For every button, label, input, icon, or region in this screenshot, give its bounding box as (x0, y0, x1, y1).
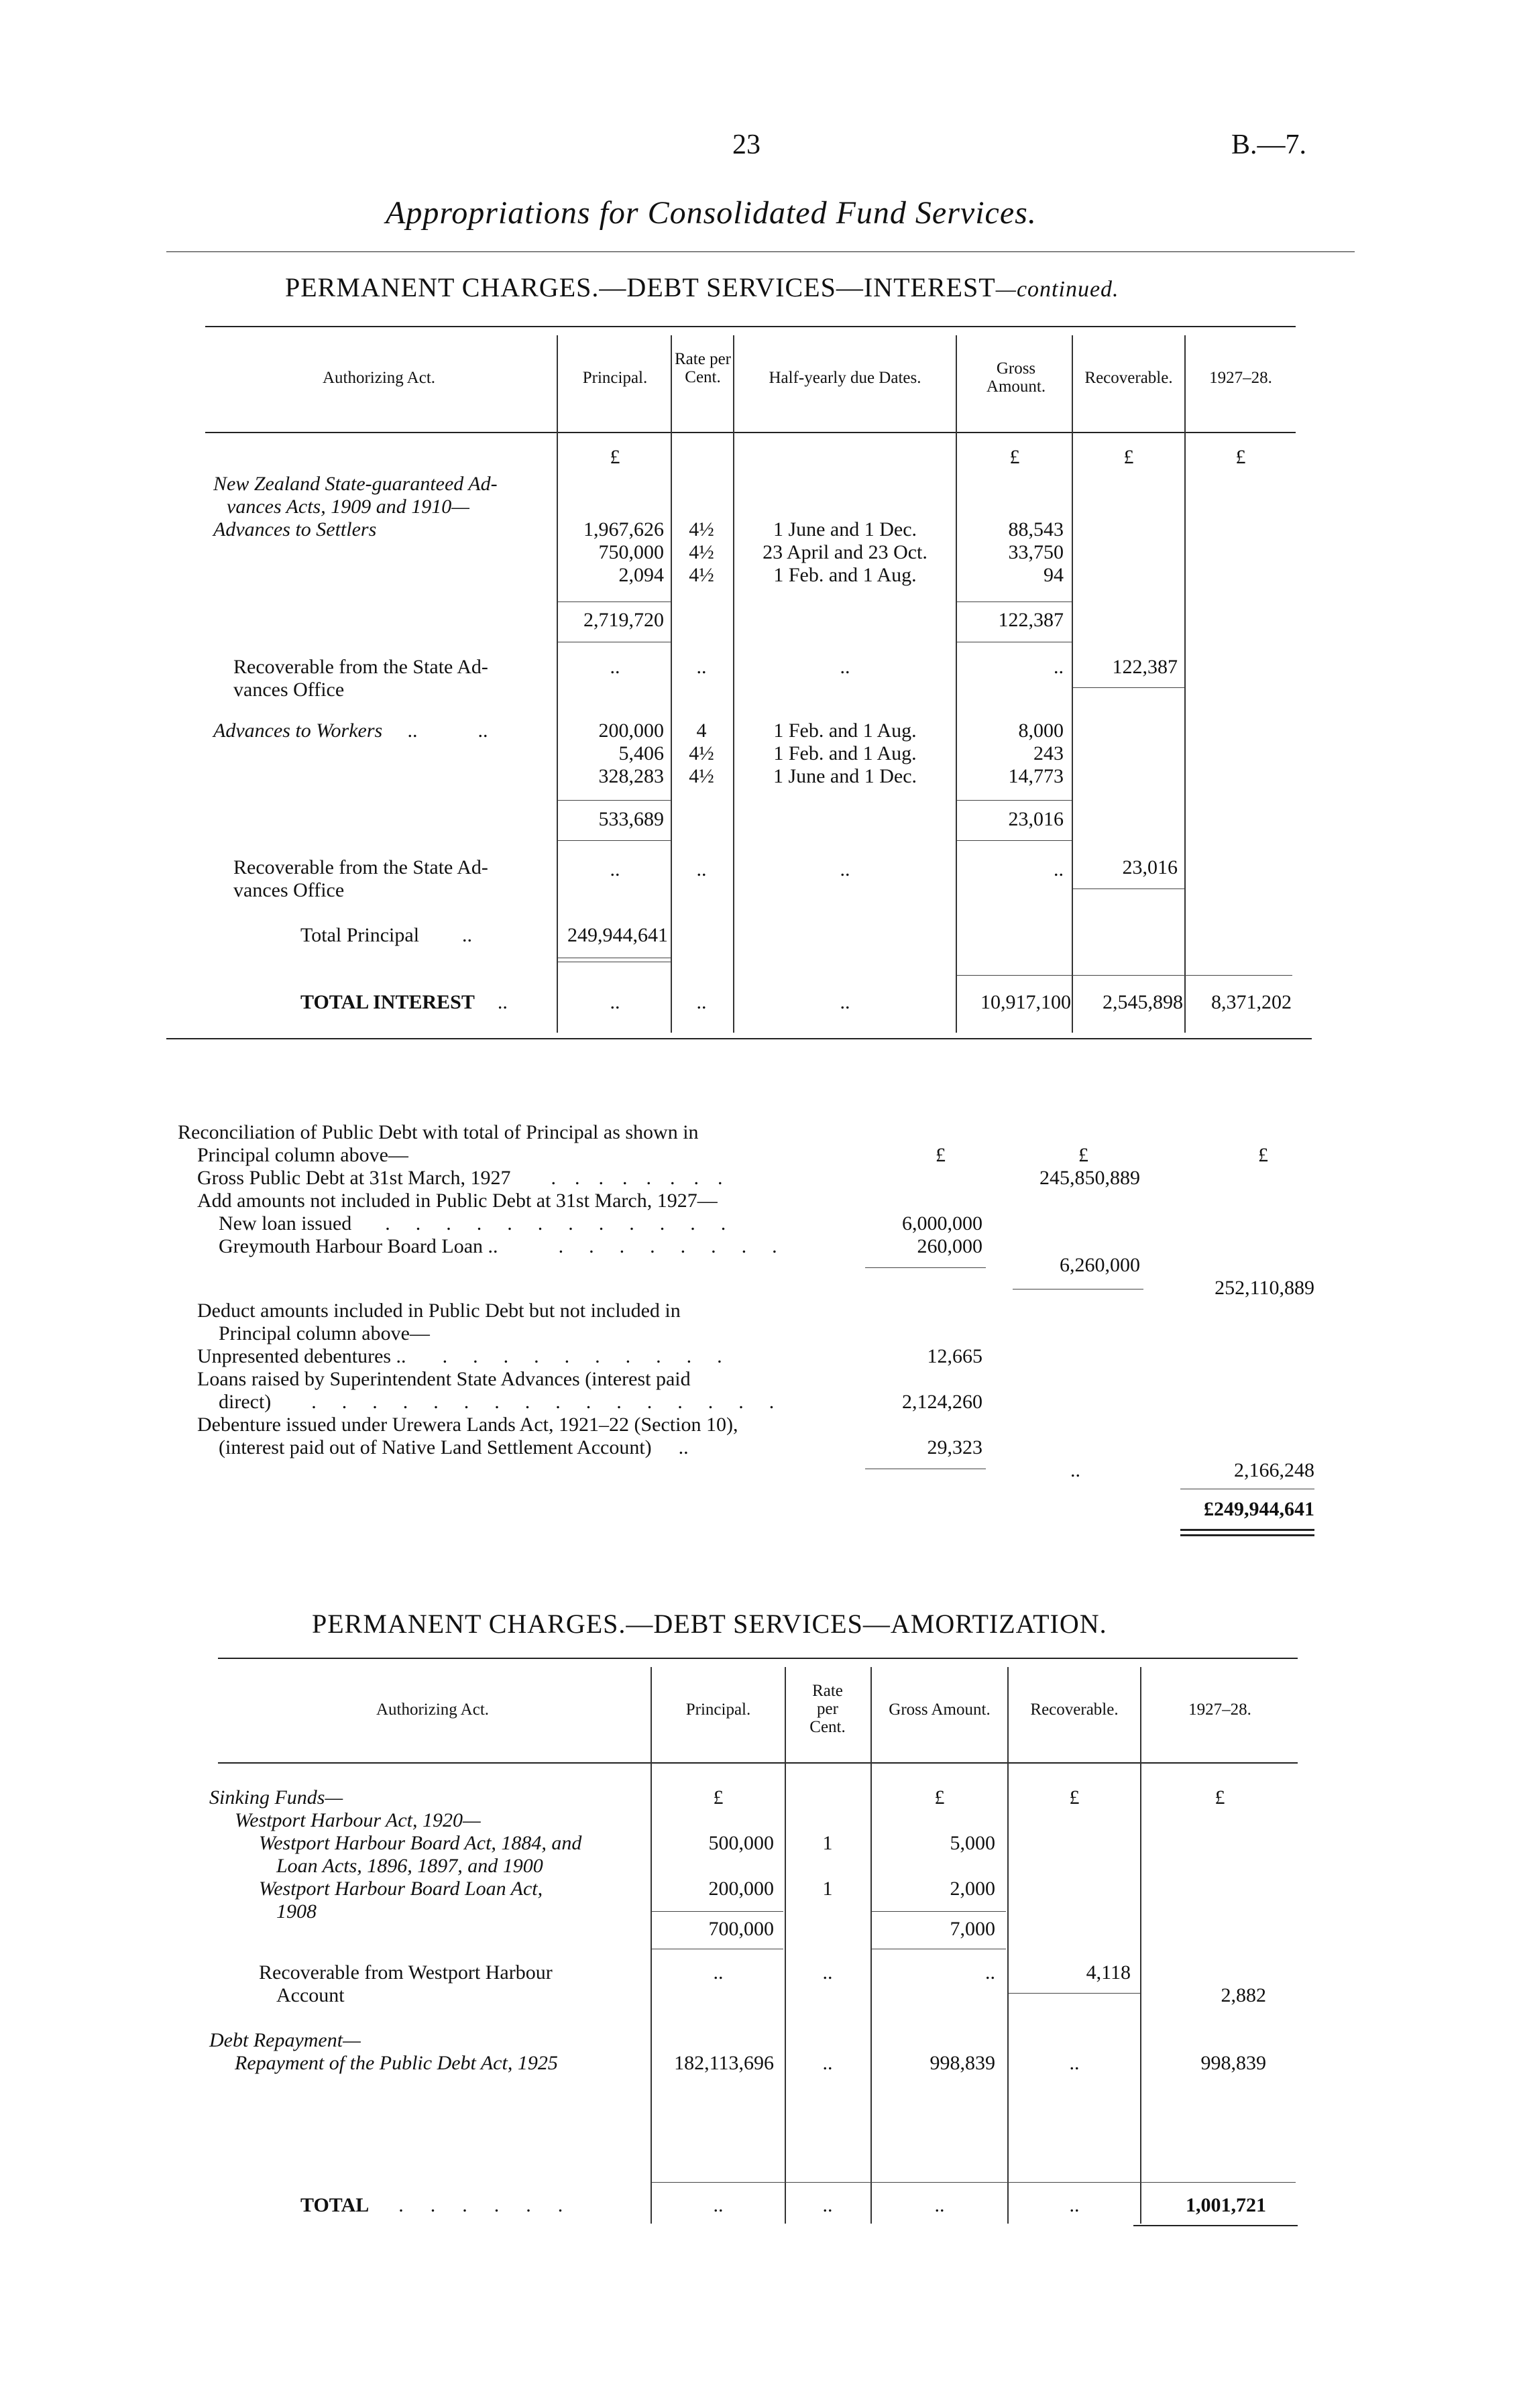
table2-top-rule (218, 1658, 1298, 1659)
row1-label-2: Loan Acts, 1896, 1897, and 1900 (276, 1855, 543, 1877)
currency-principal: £ (713, 1786, 724, 1809)
rec-deduct-1: Deduct amounts included in Public Debt but not included in (197, 1300, 681, 1322)
rec-gross-value: 245,850,889 (1039, 1167, 1140, 1189)
row2-gross: 2,000 (950, 1878, 995, 1900)
workers-label (213, 720, 488, 742)
rec-greymouth-label-text: Greymouth Harbour Board Loan .. (219, 1235, 498, 1257)
rec-gross-label (197, 1167, 741, 1190)
col-gross: Gross Amount. (889, 1701, 991, 1719)
col-due-dates: Half-yearly due Dates. (769, 369, 921, 387)
dots: .. (696, 656, 707, 678)
table1-vrule (1184, 335, 1186, 1033)
workers-recoverable-label-1: Recoverable from the State Ad- (233, 856, 488, 878)
settlers-recoverable: 122,387 (1112, 656, 1178, 678)
sub-gross: 7,000 (950, 1918, 995, 1940)
total-label (300, 2194, 589, 2217)
row1-rate: 1 (822, 1832, 833, 1854)
rec-add-total: 6,260,000 (1060, 1254, 1140, 1276)
dots: .. (610, 858, 620, 880)
settlers-dates-3: 1 Feb. and 1 Aug. (773, 564, 917, 586)
table1-vrule (956, 335, 957, 1033)
row2-principal: 200,000 (708, 1878, 774, 1900)
rule (957, 840, 1072, 841)
rec-urewera-1: Debenture issued under Urewera Lands Act, 1921–22 (Section 10), (197, 1414, 738, 1436)
table1-header-rule (205, 432, 1296, 433)
dots: .. (1069, 2052, 1080, 2074)
rec-leader: .......... (442, 1345, 748, 1367)
rec-deduct-2: Principal column above— (219, 1322, 430, 1344)
dots: .. (1054, 858, 1064, 880)
rec-leader: ............ (385, 1212, 752, 1235)
rule (1073, 687, 1184, 688)
rec-leader: .. (678, 1436, 689, 1458)
page-number: 23 (732, 129, 760, 160)
workers-gross-1: 8,000 (1018, 720, 1064, 742)
table2-header-rule (218, 1762, 1298, 1764)
recov-value: 4,118 (1086, 1961, 1131, 1984)
settlers-gross-1: 88,543 (1008, 518, 1064, 540)
dots: .. (610, 991, 620, 1013)
row1-principal: 500,000 (708, 1832, 774, 1854)
rec-add-label: Add amounts not included in Public Debt at 31st March, 1927— (197, 1190, 718, 1212)
table1-vrule (671, 335, 672, 1033)
col-year: 1927–28. (1209, 369, 1272, 387)
rec-pound-3: £ (1258, 1144, 1268, 1166)
rule (957, 975, 1292, 976)
leader-dots: .. (478, 720, 489, 742)
total-interest-gross: 10,917,100 (980, 991, 1071, 1013)
rec-leader: ........ (551, 1167, 742, 1189)
rule (558, 840, 671, 841)
rule (1073, 888, 1184, 889)
workers-dates-2: 1 Feb. and 1 Aug. (773, 742, 917, 764)
westport-act: Westport Harbour Act, 1920— (235, 1809, 481, 1831)
rec-unpresented-label-text: Unpresented debentures .. (197, 1345, 406, 1367)
rec-leader: ........ (558, 1235, 803, 1257)
dots: .. (696, 991, 707, 1013)
rec-intro-1: Reconciliation of Public Debt with total of Principal as shown in (178, 1121, 699, 1143)
rec-loans-2-text: direct) (219, 1391, 272, 1413)
page-title: Appropriations for Consolidated Fund Services. (386, 195, 1037, 231)
currency-recoverable: £ (1069, 1786, 1080, 1809)
workers-rate-1: 4 (696, 720, 707, 742)
rec-new-loan-value: 6,000,000 (902, 1212, 982, 1235)
workers-subtotal-gross: 23,016 (1008, 808, 1064, 830)
settlers-dates-2: 23 April and 23 Oct. (763, 541, 927, 563)
row2-rate: 1 (822, 1878, 833, 1900)
rule (872, 1911, 1006, 1912)
rec-new-loan-label (219, 1212, 751, 1235)
leader-dots: ...... (398, 2194, 590, 2216)
workers-gross-3: 14,773 (1008, 765, 1064, 787)
workers-principal-2: 5,406 (618, 742, 664, 764)
workers-subtotal-principal: 533,689 (598, 808, 664, 830)
rec-greymouth-value: 260,000 (917, 1235, 982, 1257)
settlers-recoverable-label-2: vances Office (233, 679, 345, 701)
dots: .. (822, 2194, 833, 2216)
settlers-dates-1: 1 June and 1 Dec. (773, 518, 917, 540)
table1-vrule (733, 335, 734, 1033)
table2-vrule (651, 1667, 652, 2224)
rec-unpresented-value: 12,665 (927, 1345, 982, 1367)
rec-pound-1: £ (936, 1144, 946, 1166)
settlers-subtotal-principal: 2,719,720 (583, 609, 664, 631)
total-interest-label (300, 991, 508, 1014)
rec-new-loan-label-text: New loan issued (219, 1212, 352, 1235)
dots: .. (610, 656, 620, 678)
dots: .. (985, 1961, 995, 1984)
settlers-rate-2: 4½ (689, 541, 714, 563)
table1-top-rule (205, 326, 1296, 327)
rec-urewera-2-text: (interest paid out of Native Land Settlement Account) (219, 1436, 652, 1458)
settlers-principal-3: 2,094 (618, 564, 664, 586)
dots: .. (840, 858, 850, 880)
leader-dots: .. (408, 720, 418, 742)
section1-heading-text: PERMANENT CHARGES.—DEBT SERVICES—INTEREST (285, 272, 996, 302)
title-rule (166, 251, 1355, 252)
col-year: 1927–28. (1188, 1701, 1251, 1719)
dots: .. (840, 656, 850, 678)
dots: .. (840, 991, 850, 1013)
table2-vrule (785, 1667, 786, 2224)
sinking-label: Sinking Funds— (209, 1786, 343, 1809)
dots: .. (713, 2194, 724, 2216)
workers-rate-2: 4½ (689, 742, 714, 764)
col-authorizing-act: Authorizing Act. (376, 1701, 490, 1719)
document-reference: B.—7. (1231, 129, 1307, 160)
rec-urewera-2 (219, 1436, 689, 1459)
workers-principal-1: 200,000 (598, 720, 664, 742)
rec-loans-2 (219, 1391, 799, 1414)
rule (558, 601, 671, 602)
row2-label-1: Westport Harbour Board Loan Act, (259, 1878, 543, 1900)
currency-gross: £ (934, 1786, 945, 1809)
total-value: 1,001,721 (1186, 2194, 1266, 2216)
workers-rate-3: 4½ (689, 765, 714, 787)
leader-dots: .. (462, 924, 473, 946)
double-rule (1180, 1534, 1314, 1536)
rule (865, 1267, 986, 1268)
dots: .. (1054, 656, 1064, 678)
rec-loans-value: 2,124,260 (902, 1391, 982, 1413)
rec-intro-2: Principal column above— (197, 1144, 408, 1166)
total-principal: 249,944,641 (567, 924, 668, 946)
table2-vrule (1140, 1667, 1141, 2224)
workers-dates-1: 1 Feb. and 1 Aug. (773, 720, 917, 742)
workers-principal-3: 328,283 (598, 765, 664, 787)
rule (957, 800, 1072, 801)
workers-dates-3: 1 June and 1 Dec. (773, 765, 917, 787)
rule (1009, 1993, 1140, 1994)
total-label-text: TOTAL (300, 2194, 370, 2216)
total-interest-recoverable: 2,545,898 (1103, 991, 1183, 1013)
rec-gross-label-text: Gross Public Debt at 31st March, 1927 (197, 1167, 511, 1189)
section2-heading: PERMANENT CHARGES.—DEBT SERVICES—AMORTIZATION. (312, 1609, 1107, 1639)
col-recoverable: Recoverable. (1030, 1701, 1119, 1719)
row1-label-1: Westport Harbour Board Act, 1884, and (259, 1832, 582, 1854)
section1-heading (285, 272, 1119, 303)
act-title-line1: New Zealand State-guaranteed Ad- (213, 473, 498, 495)
dots: .. (713, 1961, 724, 1984)
total-interest-label-text: TOTAL INTEREST (300, 991, 475, 1013)
rec-greymouth-label (219, 1235, 803, 1258)
recov-label-2: Account (276, 1984, 345, 2006)
settlers-principal-1: 1,967,626 (583, 518, 664, 540)
debt-principal: 182,113,696 (674, 2052, 774, 2074)
col-rate: Rate per Cent. (675, 350, 731, 386)
rec-pound-2: £ (1078, 1144, 1088, 1166)
rec-deduct-total: 2,166,248 (1234, 1459, 1314, 1481)
col-principal: Principal. (685, 1701, 751, 1719)
leader-dots: .. (497, 991, 508, 1013)
workers-label-text: Advances to Workers (213, 720, 383, 742)
total-principal-label-text: Total Principal (300, 924, 420, 946)
settlers-principal-2: 750,000 (598, 541, 664, 563)
rule (652, 2182, 1296, 2183)
currency-year: £ (1235, 446, 1246, 468)
settlers-rate-1: 4½ (689, 518, 714, 540)
table1-bottom-rule (166, 1038, 1312, 1039)
settlers-recoverable-label-1: Recoverable from the State Ad- (233, 656, 488, 678)
table1-vrule (1072, 335, 1073, 1033)
debt-gross: 998,839 (929, 2052, 995, 2074)
settlers-label: Advances to Settlers (213, 518, 377, 540)
dots: .. (934, 2194, 945, 2216)
table2-vrule (1007, 1667, 1009, 2224)
section1-heading-suffix: —continued. (995, 277, 1119, 302)
settlers-subtotal-gross: 122,387 (998, 609, 1064, 631)
rec-leader: .. (1070, 1459, 1080, 1481)
total-principal-label (300, 924, 472, 947)
rec-urewera-value: 29,323 (927, 1436, 982, 1458)
recov-label-1: Recoverable from Westport Harbour (259, 1961, 553, 1984)
rec-unpresented-label (197, 1345, 748, 1368)
currency-principal: £ (610, 446, 620, 468)
rule (1133, 2225, 1298, 2226)
workers-gross-2: 243 (1033, 742, 1064, 764)
rule (558, 800, 671, 801)
col-gross: Gross Amount. (986, 359, 1046, 396)
sub-principal: 700,000 (708, 1918, 774, 1940)
rec-subtotal: 252,110,889 (1215, 1277, 1314, 1299)
dots: .. (1069, 2194, 1080, 2216)
act-title-line2: vances Acts, 1909 and 1910— (227, 496, 469, 518)
debt-net: 998,839 (1200, 2052, 1266, 2074)
rec-loans-1: Loans raised by Superintendent State Advances (interest paid (197, 1368, 691, 1390)
dots: .. (822, 2052, 833, 2074)
settlers-rate-3: 4½ (689, 564, 714, 586)
double-rule (1180, 1529, 1314, 1531)
col-recoverable: Recoverable. (1084, 369, 1173, 387)
col-rate: Rate per Cent. (809, 1682, 846, 1736)
total-interest-net: 8,371,202 (1211, 991, 1292, 1013)
dots: .. (696, 858, 707, 880)
rec-leader: ................ (311, 1391, 800, 1413)
currency-recoverable: £ (1123, 446, 1134, 468)
settlers-gross-3: 94 (1044, 564, 1064, 586)
currency-gross: £ (1009, 446, 1020, 468)
rule (652, 1911, 783, 1912)
col-authorizing-act: Authorizing Act. (322, 369, 436, 387)
settlers-gross-2: 33,750 (1008, 541, 1064, 563)
row2-label-2: 1908 (276, 1900, 317, 1923)
col-principal: Principal. (582, 369, 648, 387)
rule (957, 601, 1072, 602)
row1-gross: 5,000 (950, 1832, 995, 1854)
table2-vrule (870, 1667, 872, 2224)
recov-net: 2,882 (1221, 1984, 1266, 2006)
currency-year: £ (1215, 1786, 1225, 1809)
workers-recoverable: 23,016 (1122, 856, 1178, 878)
workers-recoverable-label-2: vances Office (233, 879, 345, 901)
rec-grand-total: £249,944,641 (1204, 1498, 1314, 1520)
debt-act: Repayment of the Public Debt Act, 1925 (235, 2052, 558, 2074)
debt-label: Debt Repayment— (209, 2029, 361, 2051)
dots: .. (822, 1961, 833, 1984)
